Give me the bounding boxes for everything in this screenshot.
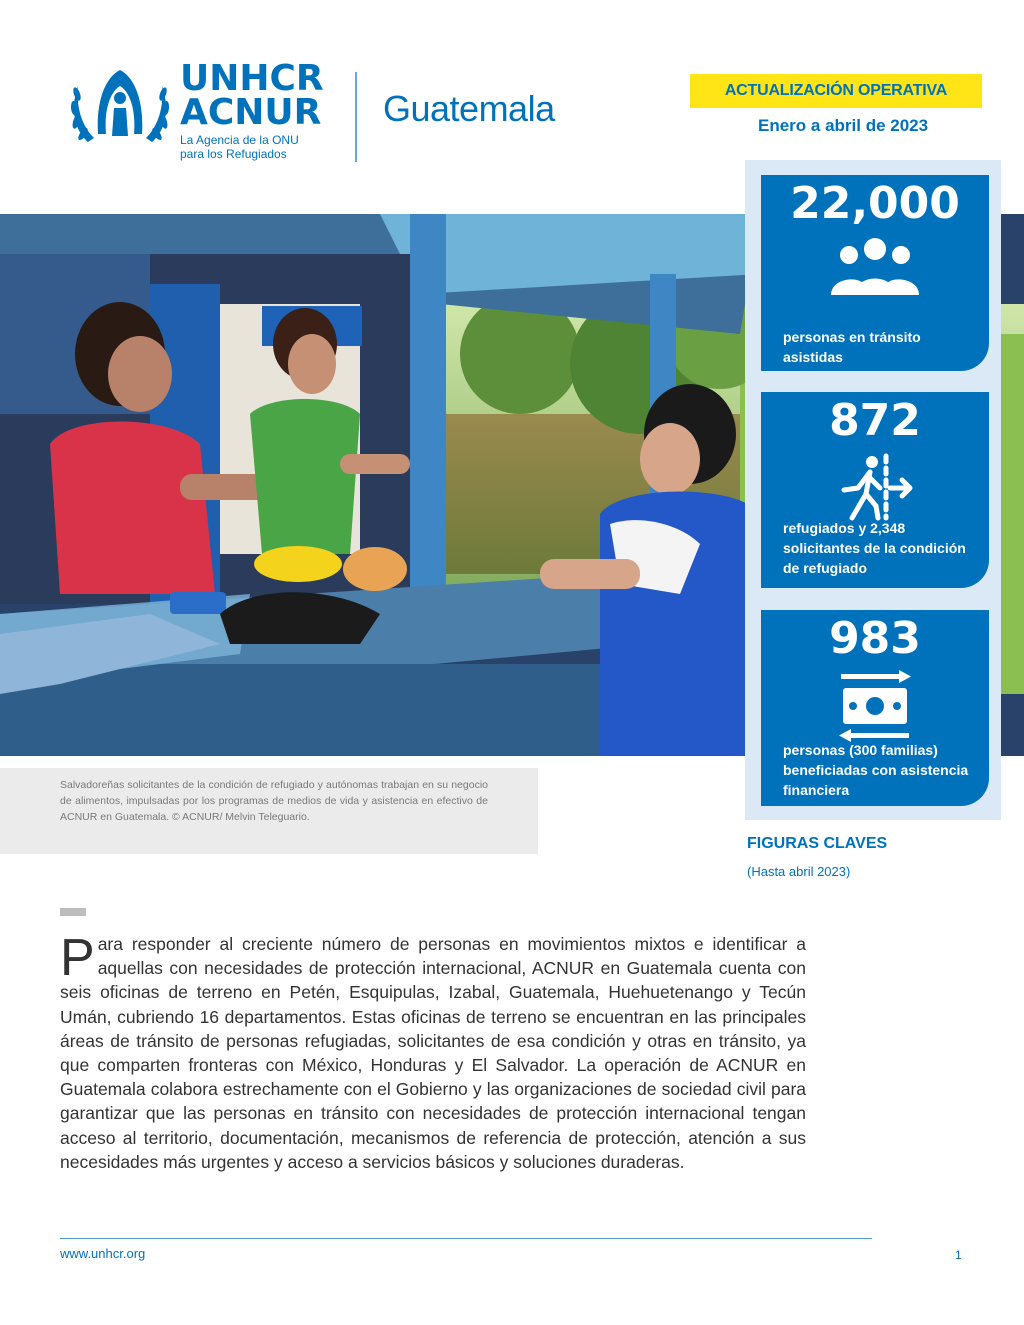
key-figure-number: 22,000 [790,178,960,229]
logo-tagline-line1: La Agencia de la ONU [180,133,299,147]
logo-unhcr-text: UNHCR [180,58,324,99]
logo-wordmark [180,58,324,161]
key-figure-label: refugiados y 2,348 solicitantes de la condición de refugiado [783,520,966,576]
key-figures-title: FIGURAS CLAVES [747,835,888,852]
key-figure-number: 872 [829,395,921,446]
drop-cap: P [60,929,95,987]
key-figure-label: personas en tránsito asistidas [783,329,921,365]
money-transfer-icon [835,670,915,742]
paragraph-marker [60,908,86,916]
key-figure-card-transit [761,175,989,371]
key-figure-card-refugees [761,392,989,588]
intro-paragraph-text: ara responder al creciente número de personas en movimientos mixtos e identificar a aquellas con necesidades de protección internacional, ACNUR en Guatemala cuenta con seis oficinas de terreno en Petén, Esquipulas, Izabal, Guatemala, Huehuetenango y Tecún Umán, cubriendo 16 departamentos. Estas oficinas de terreno se encuentran en las principales áreas de tránsito de personas refugiadas, solicitantes de esa condición y otras en tránsito, ya que comparten fronteras con México, Honduras y El Salvador. La operación de ACNUR en Guatemala colabora estrechamente con el Gobierno y las organizaciones de sociedad civil para garantizar que las personas en tránsito con necesidades de protección internacional tengan acceso al territorio, documentación, mecanismos de referencia de protección, atención a sus necesidades más urgentes y acceso a servicios básicos y soluciones duraderas. [60,934,806,1172]
header-divider [355,72,357,162]
footer-rule [60,1238,872,1239]
logo-tagline-line2: para los Refugiados [180,147,287,161]
people-group-icon [827,235,923,299]
logo-tagline [180,133,324,161]
report-period: Enero a abril de 2023 [758,116,929,135]
person-crossing-border-icon [830,452,920,522]
photo-caption: Salvadoreñas solicitantes de la condición de refugiado y autónomas trabajan en su negocio de alimentos, impulsadas por los programas de medios de vida y asistencia en efectivo de ACNUR en Guatemala. © ACNUR/ Melvin Teleguario. [60,779,488,823]
logo-acnur-text: ACNUR [180,92,322,133]
key-figure-number: 983 [829,613,921,664]
country-title: Guatemala [383,88,555,129]
key-figures-subtitle: (Hasta abril 2023) [747,864,851,879]
key-figure-label: personas (300 familias) beneficiadas con asistencia financiera [783,742,969,798]
report-type-badge: ACTUALIZACIÓN OPERATIVA [690,74,982,108]
unhcr-emblem-icon [68,64,172,148]
intro-paragraph [60,929,806,1174]
key-figure-card-financial [761,610,989,806]
unhcr-logo [68,58,348,172]
footer-url-link[interactable]: www.unhcr.org [60,1246,146,1261]
page-number: 1 [955,1248,962,1262]
